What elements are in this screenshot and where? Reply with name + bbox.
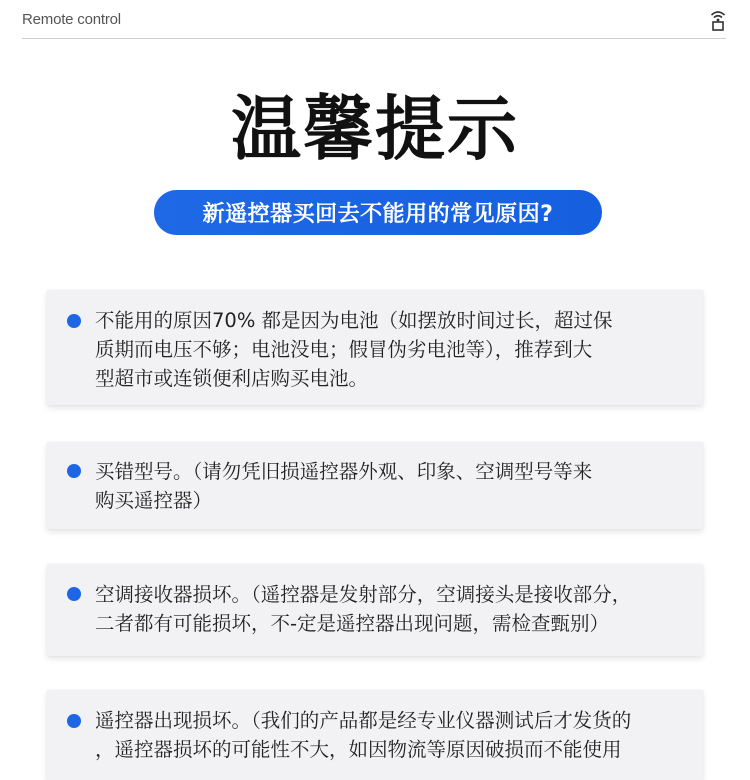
bullet-dot-icon bbox=[67, 587, 81, 601]
reason-card-4 bbox=[47, 690, 703, 780]
reason-text-3: 空调接收器损坏。（遥控器是发射部分，空调接头是接收部分， 二者都有可能损坏，不-定是遥控器出现问题，需检查甄别） bbox=[95, 583, 632, 635]
bullet-dot-icon bbox=[67, 464, 81, 478]
bullet-dot-icon bbox=[67, 314, 81, 328]
subtitle-text: 新遥控器买回去不能用的常见原因? bbox=[202, 202, 554, 227]
reason-text-2: 买错型号。（请勿凭旧损遥控器外观、印象、空调型号等来 购买遥控器） bbox=[95, 460, 593, 512]
reason-text-1: 不能用的原因70% 都是因为电池（如摆放时间过长，超过保 质期而电压不够；电池没电；假冒伪劣电池等），推荐到大 型超市或连锁便利店购买电池。 bbox=[95, 309, 613, 390]
reason-card-1 bbox=[47, 290, 703, 405]
bullet-dot-icon bbox=[67, 714, 81, 728]
reason-card-3 bbox=[47, 564, 703, 656]
main-title: 温馨提示 bbox=[231, 88, 519, 170]
reason-card-2 bbox=[47, 442, 703, 529]
header-title: Remote control bbox=[22, 11, 121, 28]
reason-text-4: 遥控器出现损坏。（我们的产品都是经专业仪器测试后才发货的 ，遥控器损坏的可能性不大，如因物流等原因破损而不能使用 bbox=[95, 709, 632, 761]
signal-icon bbox=[710, 9, 726, 31]
subtitle-pill bbox=[154, 190, 602, 235]
page-header bbox=[22, 0, 726, 39]
